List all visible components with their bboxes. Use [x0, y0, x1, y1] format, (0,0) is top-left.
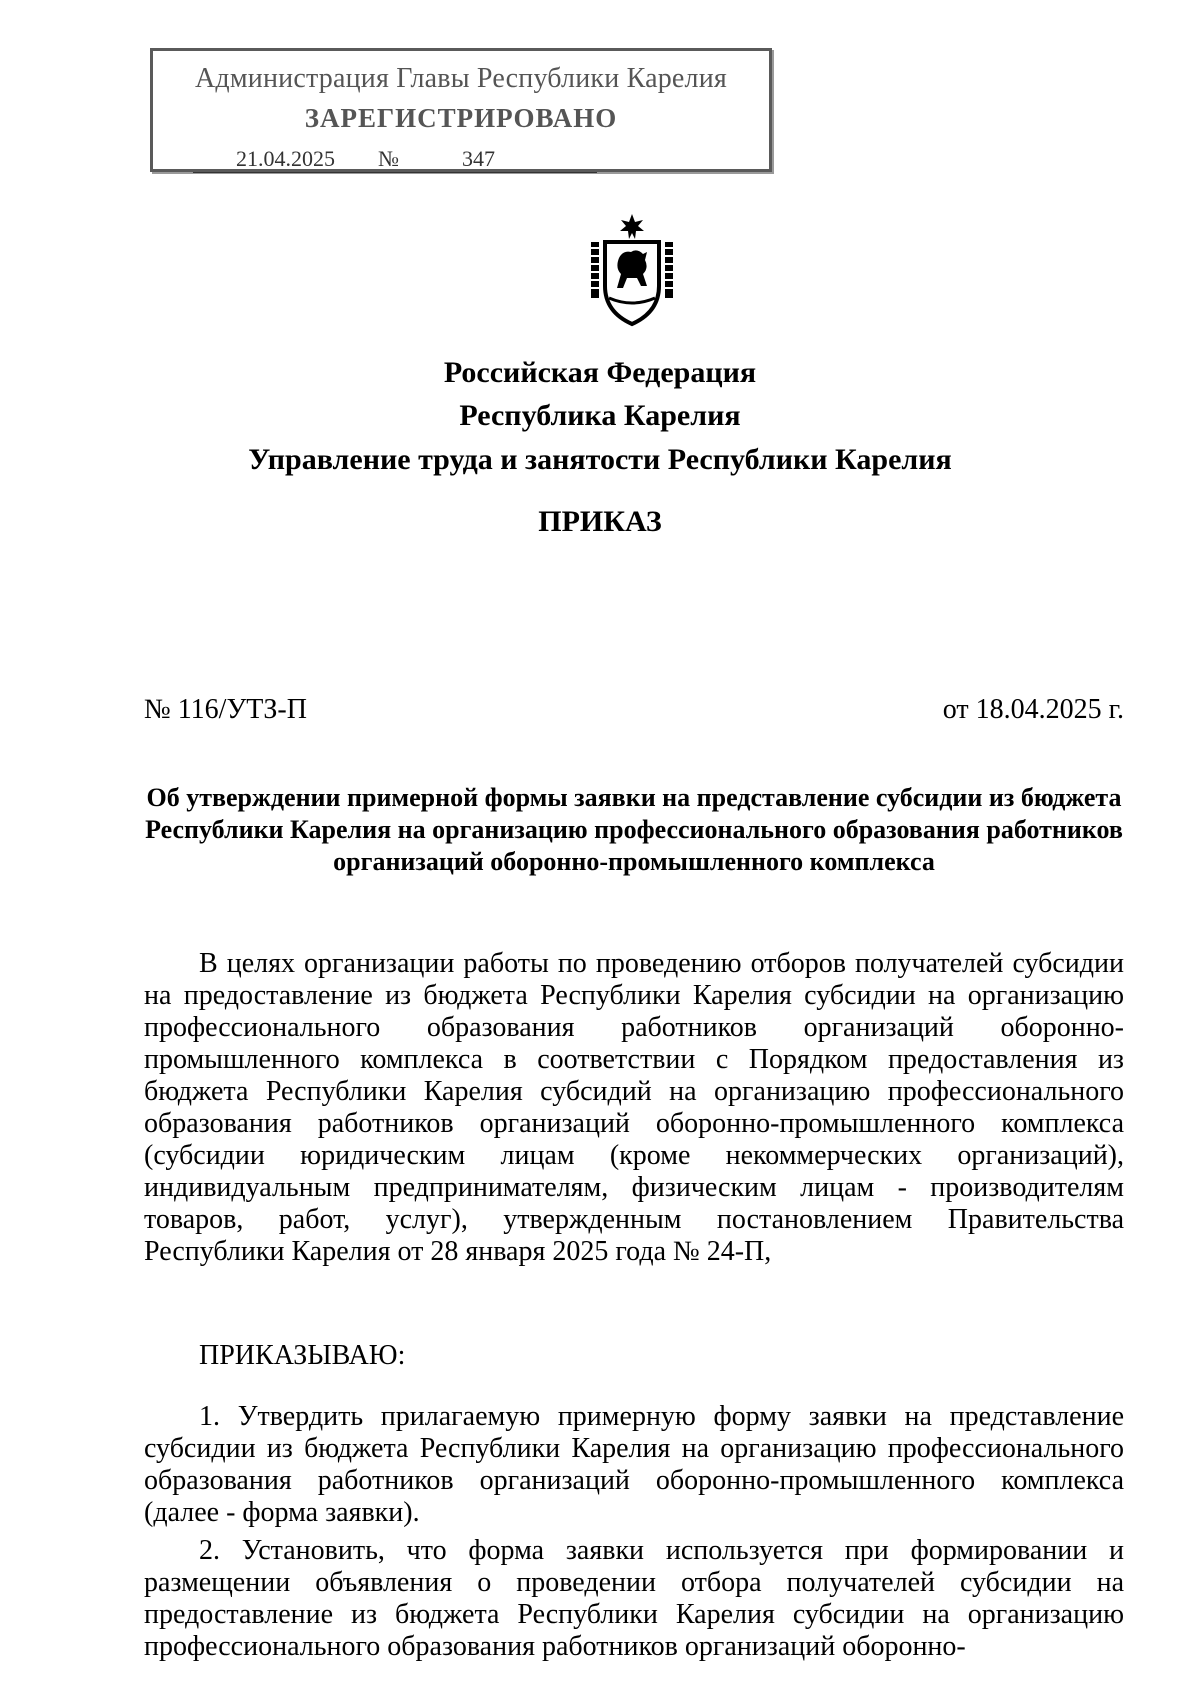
item-2-paragraph: 2. Установить, что форма заявки используется при формировании и размещении объявления о проведении отбора получателей субсидии на предоставление из бюджета Республики Карелия субсидии на организацию профессионального образования работников организаций оборонно-	[144, 1535, 1124, 1662]
item-1-paragraph: 1. Утвердить прилагаемую примерную форму заявки на представление субсидии из бюджета Республики Карелия на организацию профессионального образования работников организаций оборонно-промышленного комплекса (далее - форма заявки).	[144, 1401, 1124, 1528]
preamble-paragraph: В целях организации работы по проведению отборов получателей субсидии на предоставление из бюджета Республики Карелия субсидии на организацию профессионального образования работников организаций оборонно-промышленного комплекса в соответствии с Порядком предоставления из бюджета Республики Карелия субсидий на организацию профессионального образования работников организаций оборонно-промышленного комплекса (субсидии юридическим лицам (кроме некоммерческих организаций), индивидуальным предпринимателям, физическим лицам - производителям товаров, работ, услуг), утвержденным постановлением Правительства Республики Карелия от 28 января 2025 года № 24-П,	[144, 948, 1124, 1267]
stamp-number: 347	[402, 146, 597, 173]
header-republic: Республика Карелия	[459, 399, 741, 432]
header-agency: Управление труда и занятости Республики Карелия	[248, 443, 952, 476]
header-country: Российская Федерация	[443, 356, 757, 389]
document-type: ПРИКАЗ	[538, 505, 662, 538]
order-number: № 116/УТЗ-П	[144, 694, 307, 725]
registration-stamp	[150, 48, 772, 172]
coat-of-arms-icon	[585, 212, 679, 328]
order-number-row	[144, 694, 1124, 730]
order-date: от 18.04.2025 г.	[942, 694, 1124, 725]
stamp-date: 21.04.2025	[193, 146, 378, 173]
stamp-number-label: №	[378, 146, 402, 173]
stamp-authority: Администрация Главы Республики Карелия	[195, 63, 727, 94]
stamp-registration-line	[193, 146, 597, 172]
stamp-registered: ЗАРЕГИСТРИРОВАНО	[304, 103, 618, 133]
order-word: ПРИКАЗЫВАЮ:	[199, 1340, 406, 1371]
document-title: Об утверждении примерной формы заявки на представление субсидии из бюджета Республики Карелия на организацию профессионального образования работников организаций оборонно-промышленного комплекса	[145, 783, 1123, 876]
